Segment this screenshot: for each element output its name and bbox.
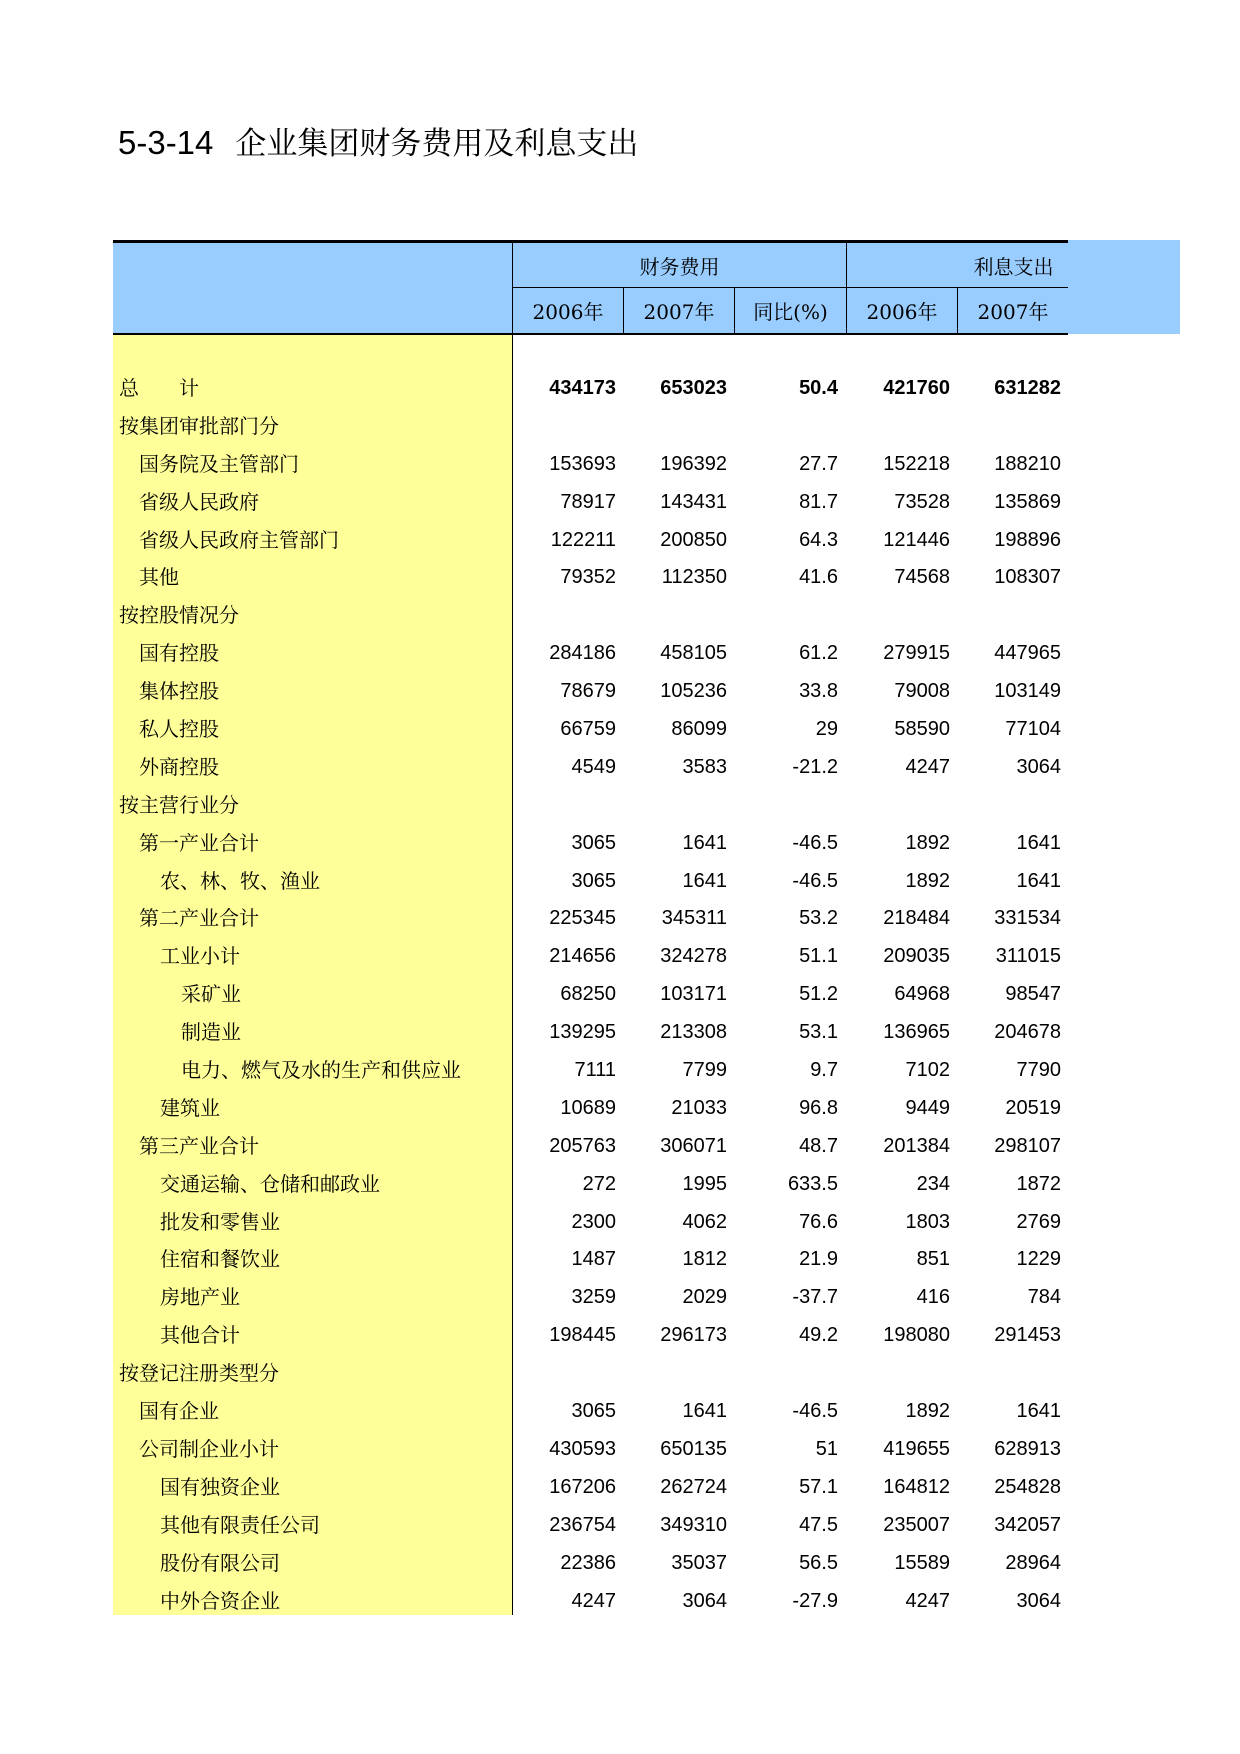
cell-value [961, 787, 1061, 825]
cell-value: 272 [582, 1172, 616, 1195]
row-label: 其他 [139, 565, 179, 590]
cell-value: 7799 [682, 1059, 727, 1082]
cell-value: 103149 [994, 680, 1061, 703]
cell-value: 2029 [682, 1286, 727, 1309]
cell-value: 121446 [883, 528, 950, 551]
row-label: 电力、燃气及水的生产和供应业 [181, 1058, 461, 1083]
cell-value: 225345 [549, 907, 616, 930]
table-row [113, 673, 1068, 711]
cell-value: 1229 [1016, 1248, 1061, 1271]
table-row [113, 1204, 1068, 1242]
cell-value: 1995 [682, 1172, 727, 1195]
cell-value: 628913 [994, 1437, 1061, 1460]
row-label: 外商控股 [139, 754, 219, 779]
cell-value: 1641 [1016, 831, 1061, 854]
row-label: 按登记注册类型分 [119, 1361, 279, 1386]
row-label: 第一产业合计 [139, 830, 259, 855]
cell-value: 205763 [549, 1134, 616, 1157]
cell-value: 416 [916, 1286, 950, 1309]
cell-value: 76.6 [799, 1210, 838, 1233]
cell-value: 1487 [571, 1248, 616, 1271]
row-label: 国有控股 [139, 641, 219, 666]
row-label: 省级人民政府主管部门 [139, 527, 339, 552]
cell-value: 136965 [883, 1021, 950, 1044]
table-row [113, 749, 1068, 787]
cell-value [850, 408, 950, 446]
table-row [113, 1469, 1068, 1507]
cell-value: 7111 [574, 1059, 616, 1082]
row-label: 农、林、牧、渔业 [160, 868, 320, 893]
table-row [113, 1431, 1068, 1469]
table-row [113, 408, 1068, 446]
table-row [113, 370, 1068, 408]
cell-value: 1641 [682, 831, 727, 854]
row-label: 住宿和餐饮业 [160, 1247, 280, 1272]
cell-value: 198445 [549, 1324, 616, 1347]
cell-value: 784 [1027, 1286, 1061, 1309]
cell-value: -46.5 [792, 831, 838, 854]
cell-value: 3064 [1016, 755, 1061, 778]
row-label: 批发和零售业 [160, 1209, 280, 1234]
cell-value: 4549 [571, 755, 616, 778]
table-row [113, 863, 1068, 901]
table-row [113, 1355, 1068, 1393]
cell-value: 21.9 [799, 1248, 838, 1271]
cell-value: 20519 [1005, 1096, 1061, 1119]
table-row [113, 976, 1068, 1014]
cell-value: 204678 [994, 1021, 1061, 1044]
cell-value: 57.1 [799, 1475, 838, 1498]
row-label: 中外合资企业 [160, 1588, 280, 1613]
cell-value: 331534 [994, 907, 1061, 930]
header-bottom-rule [113, 333, 1068, 335]
cell-value: 324278 [660, 945, 727, 968]
cell-value: 64968 [894, 983, 950, 1006]
cell-value: 430593 [549, 1437, 616, 1460]
cell-value: 47.5 [799, 1513, 838, 1536]
cell-value: 311015 [995, 945, 1061, 968]
cell-value: 1892 [905, 831, 950, 854]
cell-value: 434173 [549, 377, 616, 399]
table-row [113, 711, 1068, 749]
row-label: 第三产业合计 [139, 1133, 259, 1158]
table-row [113, 1241, 1068, 1279]
cell-value: 201384 [883, 1134, 950, 1157]
cell-value: 98547 [1005, 983, 1061, 1006]
cell-value: 50.4 [799, 377, 838, 399]
cell-value: 3259 [571, 1286, 616, 1309]
cell-value [738, 787, 838, 825]
table-number: 5-3-14 [118, 124, 214, 161]
row-label: 股份有限公司 [160, 1550, 280, 1575]
table-row [113, 1052, 1068, 1090]
cell-value [516, 597, 616, 635]
cell-value: 188210 [994, 452, 1061, 475]
cell-value: 7790 [1016, 1059, 1061, 1082]
cell-value [627, 787, 727, 825]
cell-value: 3065 [571, 1400, 616, 1423]
header-group-interest: 利息支出 [973, 254, 1054, 279]
cell-value: 633.5 [787, 1172, 838, 1195]
header-col-2006-interest: 2006年 [866, 300, 938, 324]
cell-value: 419655 [883, 1437, 950, 1460]
row-label: 房地产业 [160, 1285, 240, 1310]
table-row [113, 825, 1068, 863]
cell-value: 650135 [660, 1437, 727, 1460]
table-title: 企业集团财务费用及利息支出 [235, 126, 639, 162]
cell-value: 2769 [1016, 1210, 1061, 1233]
cell-value: 458105 [660, 642, 727, 665]
cell-value: 349310 [660, 1513, 727, 1536]
cell-value: 262724 [660, 1475, 727, 1498]
row-label: 第二产业合计 [139, 906, 259, 931]
cell-value [850, 597, 950, 635]
cell-value: 306071 [660, 1134, 727, 1157]
cell-value: 254828 [994, 1475, 1061, 1498]
cell-value: 342057 [994, 1513, 1061, 1536]
cell-value: 51.2 [799, 983, 838, 1006]
cell-value: 51 [815, 1437, 838, 1460]
cell-value: 77104 [1005, 718, 1061, 741]
table-row [113, 446, 1068, 484]
cell-value: 284186 [549, 642, 616, 665]
cell-value: 56.5 [799, 1551, 838, 1574]
cell-value: 48.7 [799, 1134, 838, 1157]
cell-value: 209035 [883, 945, 950, 968]
table-row [113, 900, 1068, 938]
cell-value: 421760 [883, 377, 950, 399]
cell-value: -37.7 [792, 1286, 838, 1309]
cell-value: 41.6 [799, 566, 838, 589]
cell-value: 296173 [660, 1324, 727, 1347]
cell-value: 78679 [560, 680, 616, 703]
cell-value: 234 [916, 1172, 950, 1195]
cell-value: 9.7 [810, 1059, 838, 1082]
cell-value [961, 1355, 1061, 1393]
table-row [113, 1393, 1068, 1431]
cell-value: 27.7 [799, 452, 838, 475]
cell-value: 167206 [549, 1475, 616, 1498]
cell-value: 3065 [571, 869, 616, 892]
cell-value: 58590 [894, 718, 950, 741]
header-col-yoy: 同比(%) [753, 300, 828, 324]
cell-value: 653023 [660, 377, 727, 399]
cell-value: 15589 [894, 1551, 950, 1574]
table-body [113, 370, 1068, 1620]
cell-value: 1641 [682, 1400, 727, 1423]
cell-value [850, 787, 950, 825]
table-row [113, 1507, 1068, 1545]
row-label: 国有独资企业 [160, 1474, 280, 1499]
cell-value: 135869 [994, 490, 1061, 513]
row-label: 交通运输、仓储和邮政业 [160, 1171, 380, 1196]
cell-value: 1892 [905, 1400, 950, 1423]
row-label: 国务院及主管部门 [139, 451, 299, 476]
cell-value: 22386 [560, 1551, 616, 1574]
header-group-finance-cost: 财务费用 [639, 254, 720, 279]
row-label: 按控股情况分 [119, 603, 239, 628]
cell-value: 1641 [1016, 869, 1061, 892]
cell-value: 96.8 [799, 1096, 838, 1119]
row-label: 集体控股 [139, 679, 219, 704]
row-label: 省级人民政府 [139, 489, 259, 514]
cell-value: 51.1 [799, 945, 838, 968]
cell-value: 28964 [1005, 1551, 1061, 1574]
cell-value [516, 408, 616, 446]
cell-value: 53.1 [799, 1021, 838, 1044]
table-row [113, 1317, 1068, 1355]
cell-value: 86099 [671, 718, 727, 741]
header-col-2007-interest: 2007年 [977, 300, 1049, 324]
cell-value: 1872 [1016, 1172, 1061, 1195]
cell-value: -46.5 [792, 869, 838, 892]
table-row [113, 635, 1068, 673]
cell-value: 10689 [560, 1096, 616, 1119]
table-row [113, 938, 1068, 976]
cell-value: 7102 [905, 1059, 950, 1082]
cell-value: 79352 [560, 566, 616, 589]
cell-value: 108307 [994, 566, 1061, 589]
cell-value: 78917 [560, 490, 616, 513]
cell-value: 139295 [549, 1021, 616, 1044]
cell-value: 61.2 [799, 642, 838, 665]
cell-value: 851 [916, 1248, 950, 1271]
cell-value [961, 408, 1061, 446]
cell-value [627, 408, 727, 446]
cell-value: 68250 [560, 983, 616, 1006]
row-label: 总 计 [119, 376, 199, 400]
row-label: 私人控股 [139, 717, 219, 742]
cell-value: 35037 [671, 1551, 727, 1574]
table-row [113, 1279, 1068, 1317]
row-label: 其他有限责任公司 [160, 1512, 320, 1537]
cell-value: 152218 [883, 452, 950, 475]
cell-value: 4247 [905, 755, 950, 778]
cell-value: 81.7 [799, 490, 838, 513]
cell-value: 74568 [894, 566, 950, 589]
cell-value: 3583 [682, 755, 727, 778]
table-row [113, 559, 1068, 597]
cell-value: 447965 [994, 642, 1061, 665]
cell-value: 53.2 [799, 907, 838, 930]
cell-value [516, 787, 616, 825]
cell-value: 196392 [660, 452, 727, 475]
cell-value: 3065 [571, 831, 616, 854]
cell-value: 66759 [560, 718, 616, 741]
table-row [113, 1128, 1068, 1166]
header-col-2007-finance: 2007年 [643, 300, 715, 324]
cell-value: 29 [815, 718, 838, 741]
cell-value: 4062 [682, 1210, 727, 1233]
cell-value [961, 597, 1061, 635]
table-row [113, 597, 1068, 635]
cell-value: 298107 [994, 1134, 1061, 1157]
table-row [113, 1545, 1068, 1583]
cell-value: 200850 [660, 528, 727, 551]
cell-value [738, 597, 838, 635]
cell-value [627, 1355, 727, 1393]
cell-value: 213308 [660, 1021, 727, 1044]
row-label: 公司制企业小计 [139, 1436, 279, 1461]
cell-value: 2300 [571, 1210, 616, 1233]
cell-value: 79008 [894, 680, 950, 703]
page-title [118, 118, 638, 163]
cell-value: 105236 [660, 680, 727, 703]
table-row [113, 1014, 1068, 1052]
cell-value: 73528 [894, 490, 950, 513]
row-label: 国有企业 [139, 1399, 219, 1424]
table-row [113, 522, 1068, 560]
cell-value: 164812 [883, 1475, 950, 1498]
cell-value: 4247 [571, 1589, 616, 1612]
cell-value: 1803 [905, 1210, 950, 1233]
cell-value: 122211 [550, 528, 616, 551]
cell-value: 3064 [1016, 1589, 1061, 1612]
cell-value: 631282 [994, 377, 1061, 399]
row-label: 按主营行业分 [119, 792, 239, 817]
cell-value: 214656 [549, 945, 616, 968]
table-row [113, 787, 1068, 825]
cell-value [738, 408, 838, 446]
row-label: 采矿业 [181, 982, 241, 1007]
cell-value [516, 1355, 616, 1393]
cell-value: 49.2 [799, 1324, 838, 1347]
cell-value: 103171 [660, 983, 727, 1006]
cell-value: 1812 [682, 1248, 727, 1271]
cell-value: 218484 [883, 907, 950, 930]
cell-value: 198080 [883, 1324, 950, 1347]
table-row [113, 1090, 1068, 1128]
cell-value: 3064 [682, 1589, 727, 1612]
cell-value: 235007 [883, 1513, 950, 1536]
cell-value: 1641 [682, 869, 727, 892]
cell-value [850, 1355, 950, 1393]
cell-value: -46.5 [792, 1400, 838, 1423]
cell-value: 4247 [905, 1589, 950, 1612]
cell-value [738, 1355, 838, 1393]
cell-value: 1641 [1016, 1400, 1061, 1423]
cell-value [627, 597, 727, 635]
table-row [113, 1166, 1068, 1204]
cell-value: 21033 [671, 1096, 727, 1119]
cell-value: 345311 [661, 907, 727, 930]
cell-value: 291453 [994, 1324, 1061, 1347]
cell-value: 153693 [549, 452, 616, 475]
cell-value: -27.9 [792, 1589, 838, 1612]
row-label: 制造业 [181, 1020, 241, 1045]
row-label: 其他合计 [160, 1323, 240, 1348]
cell-value: 33.8 [799, 680, 838, 703]
row-label: 按集团审批部门分 [119, 413, 279, 438]
table-row [113, 484, 1068, 522]
cell-value: 279915 [883, 642, 950, 665]
cell-value: 236754 [549, 1513, 616, 1536]
header-col-2006-finance: 2006年 [532, 300, 604, 324]
row-label: 工业小计 [160, 944, 240, 969]
cell-value: 198896 [994, 528, 1061, 551]
cell-value: 9449 [905, 1096, 950, 1119]
cell-value: 143431 [660, 490, 727, 513]
cell-value: 112350 [661, 566, 727, 589]
row-label: 建筑业 [160, 1095, 220, 1120]
table-row [113, 1583, 1068, 1621]
cell-value: 64.3 [799, 528, 838, 551]
cell-value: -21.2 [792, 755, 838, 778]
cell-value: 1892 [905, 869, 950, 892]
